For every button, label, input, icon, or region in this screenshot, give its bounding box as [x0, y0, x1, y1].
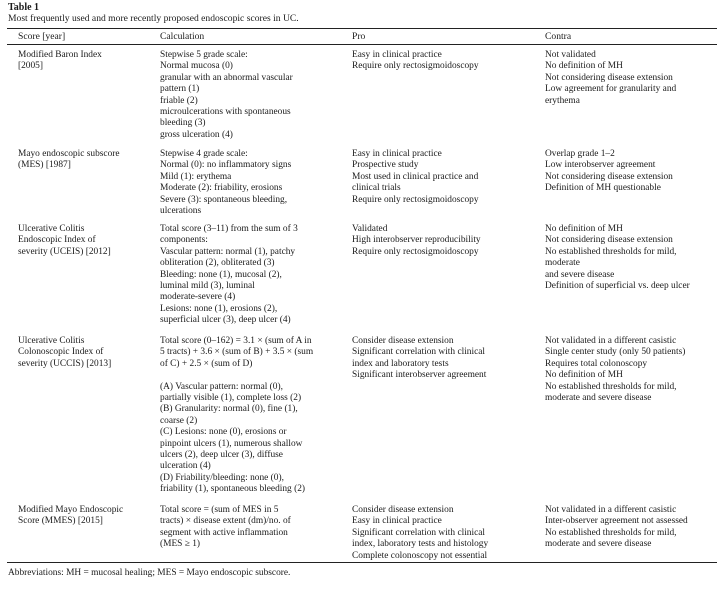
- cell-line: Mild (1): erythema: [160, 171, 232, 182]
- cell-contra: [545, 505, 717, 551]
- cell-line: Mayo endoscopic subscore: [18, 149, 120, 159]
- cell-score: [18, 336, 158, 370]
- cell-line: No definition of MH: [545, 224, 623, 234]
- cell-score: [18, 50, 158, 73]
- cell-contra: [545, 336, 717, 404]
- cell-pro: [352, 224, 542, 258]
- cell-line: Total score = (sum of MES in 5: [160, 505, 279, 515]
- cell-line: Ulcerative Colitis: [18, 224, 85, 234]
- cell-score: [18, 505, 158, 528]
- cell-line: ulceration (4): [160, 461, 211, 472]
- cell-calculation: [160, 505, 350, 551]
- cell-line: partially visible (1), complete loss (2): [160, 393, 302, 404]
- cell-score: [18, 224, 158, 258]
- cell-line: Requires total colonoscopy: [545, 358, 648, 369]
- cell-line: High interobserver reproducibility: [352, 235, 481, 246]
- cell-line: (A) Vascular pattern: normal (0),: [160, 381, 283, 392]
- cell-line: Ulcerative Colitis: [18, 336, 85, 346]
- cell-line: Not validated in a different casistic: [545, 336, 677, 346]
- header-calculation: Calculation: [160, 31, 205, 42]
- cell-line: Easy in clinical practice: [352, 50, 442, 60]
- cell-line: Score (MMES) [2015]: [18, 516, 103, 527]
- cell-calculation: [160, 336, 350, 496]
- cell-line: Require only rectosigmoidoscopy: [352, 194, 479, 205]
- cell-line: Normal (0): no inflammatory signs: [160, 160, 292, 171]
- cell-calculation: [160, 149, 350, 217]
- cell-line: Consider disease extension: [352, 336, 454, 346]
- cell-line: (B) Granularity: normal (0), fine (1),: [160, 404, 298, 415]
- table-title: Table 1: [8, 2, 40, 13]
- cell-line: Require only rectosigmoidoscopy: [352, 246, 479, 257]
- header-top-rule: [7, 28, 717, 29]
- cell-line: granular with an abnormal vascular: [160, 72, 293, 83]
- cell-line: friable (2): [160, 95, 198, 106]
- cell-line: No established thresholds for mild,: [545, 381, 677, 392]
- cell-line: (D) Friability/bleeding: none (0),: [160, 472, 284, 483]
- cell-line: Complete colonoscopy not essential: [352, 550, 488, 561]
- cell-line: moderate: [545, 258, 580, 269]
- cell-line: Severe (3): spontaneous bleeding,: [160, 194, 288, 205]
- cell-line: Low interobserver agreement: [545, 160, 656, 171]
- cell-line: Definition of superficial vs. deep ulcer: [545, 281, 690, 292]
- cell-line: segment with active inflammation: [160, 527, 288, 538]
- cell-line: Not considering disease extension: [545, 235, 673, 246]
- cell-line: Not validated in a different casistic: [545, 505, 677, 515]
- cell-line: Single center study (only 50 patients): [545, 347, 686, 358]
- cell-line: No established thresholds for mild,: [545, 527, 677, 538]
- cell-line: Significant correlation with clinical: [352, 347, 486, 358]
- cell-line: severity (UCCIS) [2013]: [18, 358, 112, 369]
- cell-line: Total score (3–11) from the sum of 3: [160, 224, 298, 234]
- cell-line: Bleeding: none (1), mucosal (2),: [160, 269, 282, 280]
- cell-line: bleeding (3): [160, 118, 206, 129]
- cell-line: No established thresholds for mild,: [545, 246, 677, 257]
- cell-line: Significant interobserver agreement: [352, 370, 487, 381]
- cell-line: friability (1), spontaneous bleeding (2): [160, 484, 306, 495]
- cell-line: (MES ≥ 1): [160, 539, 201, 550]
- cell-line: Vascular pattern: normal (1), patchy: [160, 246, 296, 257]
- cell-line: Require only rectosigmoidoscopy: [352, 61, 479, 72]
- header-contra: Contra: [545, 31, 572, 42]
- cell-line: Easy in clinical practice: [352, 149, 442, 159]
- cell-line: moderate-severe (4): [160, 292, 236, 303]
- header-pro: Pro: [352, 31, 366, 42]
- cell-calculation: [160, 50, 350, 141]
- cell-line: [2005]: [18, 61, 43, 72]
- cell-line: pattern (1): [160, 84, 200, 95]
- cell-pro: [352, 149, 542, 206]
- cell-line: gross ulceration (4): [160, 129, 233, 140]
- cell-line: and severe disease: [545, 269, 615, 280]
- cell-line: Most used in clinical practice and: [352, 171, 479, 182]
- cell-line: obliteration (2), obliterated (3): [160, 258, 275, 269]
- cell-line: No definition of MH: [545, 61, 623, 72]
- cell-line: index and laboratory tests: [352, 358, 449, 369]
- cell-contra: [545, 149, 717, 195]
- cell-contra: [545, 224, 717, 292]
- cell-line: Moderate (2): friability, erosions: [160, 183, 283, 194]
- cell-line: Total score (0–162) = 3.1 × (sum of A in: [160, 336, 312, 346]
- cell-line: of C) + 2.5 × (sum of D): [160, 358, 253, 369]
- cell-line: ulcers (2), deep ulcer (3), diffuse: [160, 450, 283, 461]
- cell-calculation: [160, 224, 350, 327]
- cell-line: Overlap grade 1–2: [545, 149, 615, 159]
- table-bottom-rule: [7, 562, 717, 563]
- cell-score: [18, 149, 158, 172]
- cell-line: Not validated: [545, 50, 596, 60]
- cell-line: erythema: [545, 95, 580, 106]
- cell-line: (C) Lesions: none (0), erosions or: [160, 427, 287, 438]
- cell-line: Inter-observer agreement not assessed: [545, 516, 688, 527]
- cell-line: luminal mild (3), luminal: [160, 281, 255, 292]
- cell-pro: [352, 50, 542, 73]
- cell-line: Endoscopic Index of: [18, 235, 96, 246]
- cell-line: Normal mucosa (0): [160, 61, 233, 72]
- cell-line: Modified Mayo Endoscopic: [18, 505, 124, 515]
- cell-line: tracts) × disease extent (dm)/no. of: [160, 516, 291, 527]
- cell-line: moderate and severe disease: [545, 539, 652, 550]
- cell-line: No definition of MH: [545, 370, 623, 381]
- cell-line: severity (UCEIS) [2012]: [18, 246, 111, 257]
- cell-line: (MES) [1987]: [18, 160, 71, 171]
- cell-line: Not considering disease extension: [545, 171, 673, 182]
- cell-line: Low agreement for granularity and: [545, 84, 677, 95]
- cell-line: Definition of MH questionable: [545, 183, 661, 194]
- cell-line: Significant correlation with clinical: [352, 527, 486, 538]
- cell-line: Not considering disease extension: [545, 72, 673, 83]
- cell-line: superficial ulcer (3), deep ulcer (4): [160, 315, 291, 326]
- cell-pro: [352, 336, 542, 382]
- cell-line: 5 tracts) + 3.6 × (sum of B) + 3.5 × (sum: [160, 347, 314, 358]
- cell-line: components:: [160, 235, 208, 246]
- cell-line: coarse (2): [160, 415, 198, 426]
- cell-line: Easy in clinical practice: [352, 516, 442, 527]
- cell-pro: [352, 505, 542, 562]
- cell-line: Stepwise 5 grade scale:: [160, 50, 248, 60]
- header-score: Score [year]: [18, 31, 66, 42]
- cell-line: microulcerations with spontaneous: [160, 107, 291, 118]
- cell-line: Validated: [352, 224, 388, 234]
- cell-line: ulcerations: [160, 206, 202, 217]
- cell-line: Colonoscopic Index of: [18, 347, 104, 358]
- table-footnote: Abbreviations: MH = mucosal healing; MES = Mayo endoscopic subscore.: [8, 568, 291, 578]
- header-bottom-rule: [7, 44, 717, 45]
- cell-line: [160, 370, 350, 381]
- cell-line: Modified Baron Index: [18, 50, 102, 60]
- cell-line: Stepwise 4 grade scale:: [160, 149, 248, 159]
- cell-line: Lesions: none (1), erosions (2),: [160, 303, 278, 314]
- cell-contra: [545, 50, 717, 107]
- cell-line: pinpoint ulcers (1), numerous shallow: [160, 438, 303, 449]
- cell-line: moderate and severe disease: [545, 393, 652, 404]
- cell-line: index, laboratory tests and histology: [352, 539, 489, 550]
- cell-line: clinical trials: [352, 183, 401, 194]
- table-caption: Most frequently used and more recently proposed endoscopic scores in UC.: [8, 13, 299, 24]
- cell-line: Prospective study: [352, 160, 419, 171]
- cell-line: Consider disease extension: [352, 505, 454, 515]
